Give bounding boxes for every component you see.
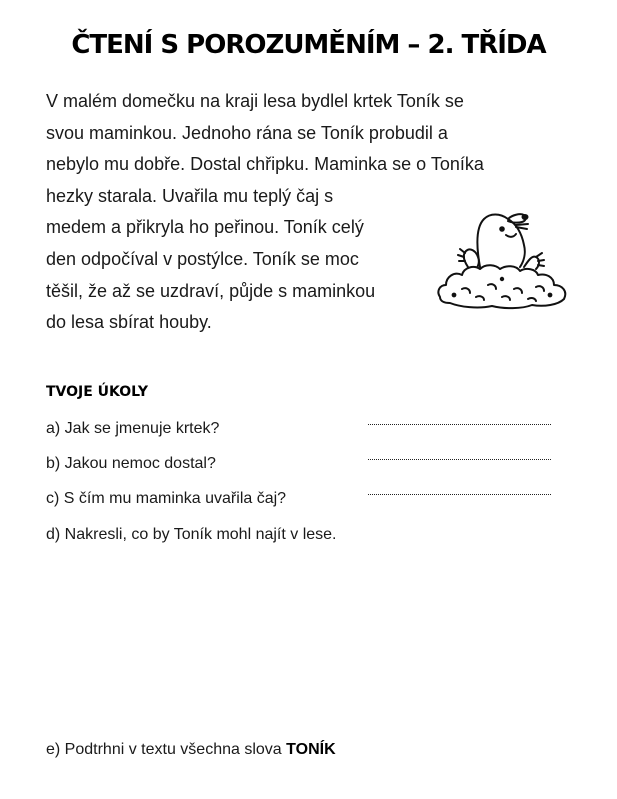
drawing-area[interactable] [46, 556, 571, 726]
story-line: hezky starala. Uvařila mu teplý čaj s [46, 185, 334, 206]
story-line: svou maminkou. Jednoho rána se Toník probudil a [46, 122, 448, 143]
task-a-answer-line[interactable] [368, 424, 551, 425]
task-a-question: a) Jak se jmenuje krtek? [46, 420, 220, 437]
task-e-question [46, 741, 336, 759]
task-e-keyword: TONÍK [286, 741, 336, 758]
story-line: do lesa sbírat houby. [46, 312, 212, 333]
task-c-question: c) S čím mu maminka uvařila čaj? [46, 490, 287, 507]
task-e-text: e) Podtrhni v textu všechna slova [46, 741, 282, 758]
mole-in-molehill-icon [432, 205, 574, 313]
task-b-answer-line[interactable] [368, 459, 551, 460]
story-line: V malém domečku na kraji lesa bydlel krtek Toník se [46, 91, 464, 111]
page-title: ČTENÍ S POROZUMĚNÍM – 2. TŘÍDA [71, 30, 546, 60]
story-line: nebylo mu dobře. Dostal chřipku. Maminka se o Toníka [46, 154, 484, 175]
story-line: medem a přikryla ho peřinou. Toník celý [46, 217, 364, 238]
story-line: těšil, že až se uzdraví, půjde s maminkou [46, 280, 376, 301]
task-b-question: b) Jakou nemoc dostal? [46, 455, 216, 472]
story-text [46, 86, 484, 339]
task-c-answer-line[interactable] [368, 494, 551, 495]
tasks-heading: TVOJE ÚKOLY [46, 384, 149, 400]
story-line: den odpočíval v postýlce. Toník se moc [46, 248, 359, 269]
task-d-question: d) Nakresli, co by Toník mohl najít v lese. [46, 526, 337, 543]
